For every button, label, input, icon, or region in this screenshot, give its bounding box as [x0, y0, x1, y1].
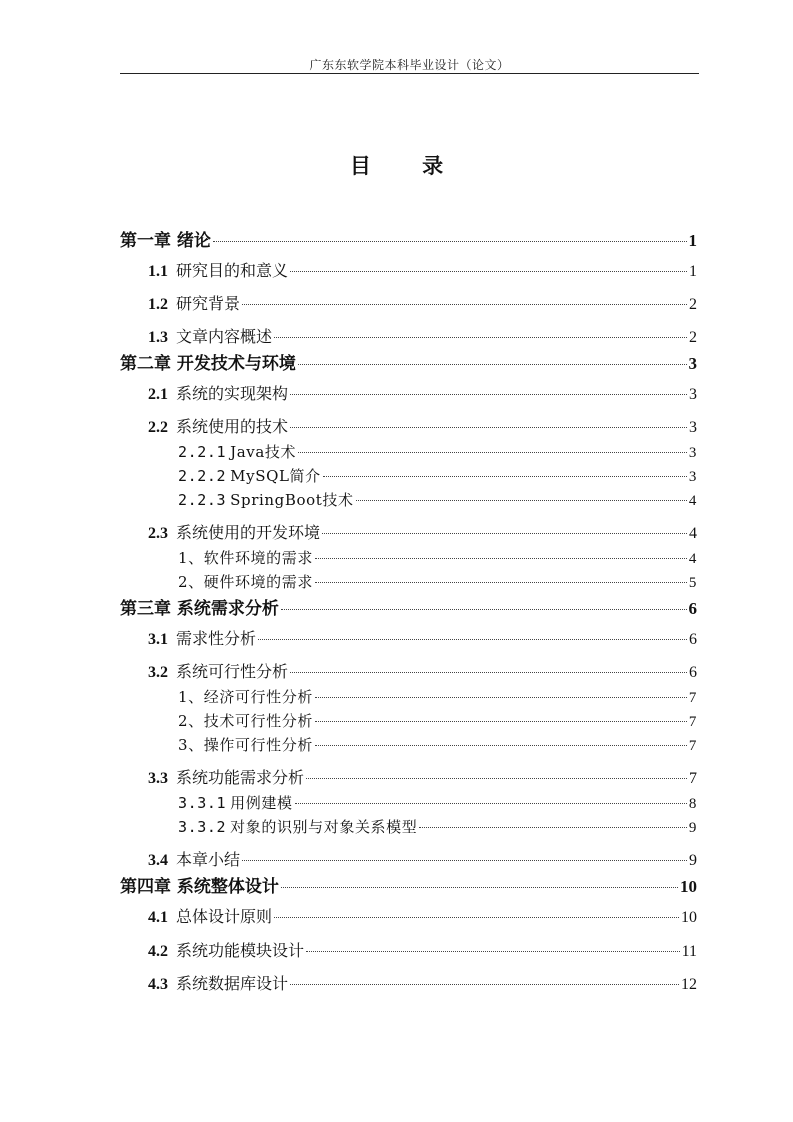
- dot-leader: [315, 697, 687, 698]
- toc-page-number: 1: [688, 231, 697, 250]
- toc-entry-text: 文章内容概述: [176, 327, 273, 346]
- toc-page-number: 7: [688, 738, 697, 754]
- toc-entry-text: 用例建模: [230, 794, 293, 812]
- dot-leader: [242, 860, 687, 861]
- toc-entry-text: 第二章 开发技术与环境: [120, 354, 296, 374]
- toc-entry-text: 系统的实现架构: [176, 384, 289, 403]
- dot-leader: [315, 745, 687, 746]
- header-rule: [120, 73, 699, 74]
- toc-page-number: 11: [681, 943, 697, 960]
- toc-page-number: 5: [688, 575, 697, 591]
- toc-page-number: 8: [688, 796, 697, 812]
- toc-entry-text: 3、操作可行性分析: [178, 736, 313, 754]
- toc-entry-text: 本章小结: [176, 850, 241, 869]
- dot-leader: [298, 452, 687, 453]
- toc-entry-number: 4.3: [148, 976, 168, 993]
- toc-entry-number: 1.2: [148, 296, 168, 313]
- toc-entry-number: 4.1: [148, 909, 168, 926]
- toc-entry-number: 3.3.1: [178, 794, 227, 812]
- toc-entry-1-3[interactable]: [148, 324, 697, 347]
- toc-entry-text: 第一章 绪论: [120, 231, 211, 251]
- toc-entry-2-2[interactable]: [148, 414, 697, 437]
- toc-page-number: 6: [688, 599, 697, 618]
- dot-leader: [290, 427, 687, 428]
- dot-leader: [242, 304, 687, 305]
- toc-entry-3-3-2[interactable]: [178, 816, 697, 837]
- toc-page-number: 7: [689, 770, 697, 787]
- toc-page-number: 3: [688, 354, 697, 373]
- toc-entry-number: 1.3: [148, 329, 168, 346]
- toc-entry-1-2[interactable]: [148, 291, 697, 314]
- dot-leader: [290, 672, 687, 673]
- toc-entry-text: 系统功能模块设计: [176, 941, 305, 960]
- toc-entry-2-3[interactable]: [148, 520, 697, 543]
- toc-entry-text: SpringBoot技术: [230, 491, 354, 509]
- toc-page-number: 10: [680, 877, 697, 896]
- dot-leader: [213, 241, 687, 242]
- toc-entry-text: 系统使用的开发环境: [176, 523, 321, 542]
- toc-entry-3-2-a[interactable]: [178, 686, 697, 707]
- dot-leader: [306, 778, 687, 779]
- toc-entry-number: 2.2.3: [178, 491, 227, 509]
- toc-entry-number: 2.2.2: [178, 467, 227, 485]
- dot-leader: [323, 476, 687, 477]
- toc-page-number: 3: [688, 469, 697, 485]
- toc-entry-chapter-2[interactable]: [120, 349, 697, 374]
- dot-leader: [290, 271, 687, 272]
- toc-page-number: 3: [688, 445, 697, 461]
- dot-leader: [290, 984, 679, 985]
- toc-entry-number: 3.2: [148, 664, 168, 681]
- dot-leader: [356, 500, 687, 501]
- toc-entry-text: 2、硬件环境的需求: [178, 573, 313, 591]
- toc-entry-3-3[interactable]: [148, 765, 697, 788]
- toc-entry-2-2-3[interactable]: [178, 489, 697, 510]
- toc-entry-chapter-3[interactable]: [120, 594, 697, 619]
- toc-entry-text: 系统功能需求分析: [176, 768, 305, 787]
- toc-entry-4-1[interactable]: [148, 904, 697, 927]
- toc-entry-number: 2.2: [148, 419, 168, 436]
- dot-leader: [306, 951, 680, 952]
- toc-page-number: 3: [689, 419, 697, 436]
- toc-entry-3-2-c[interactable]: [178, 734, 697, 755]
- toc-page-number: 7: [688, 714, 697, 730]
- dot-leader: [281, 609, 687, 610]
- toc-page-number: 2: [689, 296, 697, 313]
- dot-leader: [315, 721, 687, 722]
- toc-entry-2-1[interactable]: [148, 381, 697, 404]
- dot-leader: [419, 827, 687, 828]
- dot-leader: [258, 639, 687, 640]
- dot-leader: [315, 582, 687, 583]
- toc-entry-3-2[interactable]: [148, 659, 697, 682]
- toc-entry-number: 2.1: [148, 386, 168, 403]
- toc-page-number: 4: [688, 551, 697, 567]
- toc-entry-3-3-1[interactable]: [178, 792, 697, 813]
- dot-leader: [274, 917, 679, 918]
- toc-entry-text: 系统数据库设计: [176, 974, 289, 993]
- dot-leader: [295, 803, 687, 804]
- toc-entry-text: Java技术: [230, 443, 297, 461]
- toc-page-number: 10: [681, 909, 697, 926]
- dot-leader: [290, 394, 687, 395]
- toc-page-number: 6: [689, 631, 697, 648]
- toc-entry-1-1[interactable]: [148, 258, 697, 281]
- toc-page-number: 9: [689, 852, 697, 869]
- toc-entry-chapter-1[interactable]: [120, 226, 697, 251]
- toc-page-number: 9: [688, 820, 697, 836]
- toc-entry-4-2[interactable]: [148, 938, 697, 961]
- toc-page-number: 4: [688, 493, 697, 509]
- toc-entry-number: 4.2: [148, 943, 168, 960]
- toc-entry-text: 1、经济可行性分析: [178, 688, 313, 706]
- dot-leader: [322, 533, 687, 534]
- dot-leader: [315, 558, 687, 559]
- toc-entry-3-2-b[interactable]: [178, 710, 697, 731]
- toc-entry-2-3-a[interactable]: [178, 547, 697, 568]
- toc-page-number: 1: [689, 263, 697, 280]
- toc-entry-number: 3.3.2: [178, 818, 227, 836]
- toc-page-number: 3: [689, 386, 697, 403]
- running-header: 广东东软学院本科毕业设计（论文）: [309, 58, 510, 72]
- toc-entry-text: 总体设计原则: [176, 907, 273, 926]
- dot-leader: [298, 364, 687, 365]
- toc-title: 目 录: [349, 153, 466, 178]
- toc-page-number: 7: [688, 690, 697, 706]
- dot-leader: [274, 337, 687, 338]
- toc-entry-text: 第三章 系统需求分析: [120, 599, 279, 619]
- toc-entry-text: 研究背景: [176, 294, 241, 313]
- toc-page-number: 2: [689, 329, 697, 346]
- toc-entry-text: 需求性分析: [176, 629, 257, 648]
- toc-entry-3-1[interactable]: [148, 626, 697, 649]
- toc-entry-text: 1、软件环境的需求: [178, 549, 313, 567]
- toc-entry-number: 3.4: [148, 852, 168, 869]
- toc-entry-2-2-1[interactable]: [178, 441, 697, 462]
- toc-entry-2-2-2[interactable]: [178, 465, 697, 486]
- toc-entry-number: 1.1: [148, 263, 168, 280]
- toc-page-number: 4: [689, 525, 697, 542]
- toc-page-number: 6: [689, 664, 697, 681]
- toc-entry-2-3-b[interactable]: [178, 571, 697, 592]
- toc-entry-number: 2.3: [148, 525, 168, 542]
- toc-entry-text: 研究目的和意义: [176, 261, 289, 280]
- toc-entry-text: 2、技术可行性分析: [178, 712, 313, 730]
- toc-page-number: 12: [681, 976, 697, 993]
- toc-entry-3-4[interactable]: [148, 847, 697, 870]
- toc-entry-number: 3.3: [148, 770, 168, 787]
- toc-entry-chapter-4[interactable]: [120, 872, 697, 897]
- toc-entry-text: 系统使用的技术: [176, 417, 289, 436]
- toc-entry-text: MySQL简介: [230, 467, 321, 485]
- toc-entry-text: 第四章 系统整体设计: [120, 877, 279, 897]
- toc-entry-text: 对象的识别与对象关系模型: [230, 818, 418, 836]
- toc-entry-text: 系统可行性分析: [176, 662, 289, 681]
- dot-leader: [281, 887, 678, 888]
- toc-entry-number: 3.1: [148, 631, 168, 648]
- toc-entry-4-3[interactable]: [148, 971, 697, 994]
- toc-entry-number: 2.2.1: [178, 443, 227, 461]
